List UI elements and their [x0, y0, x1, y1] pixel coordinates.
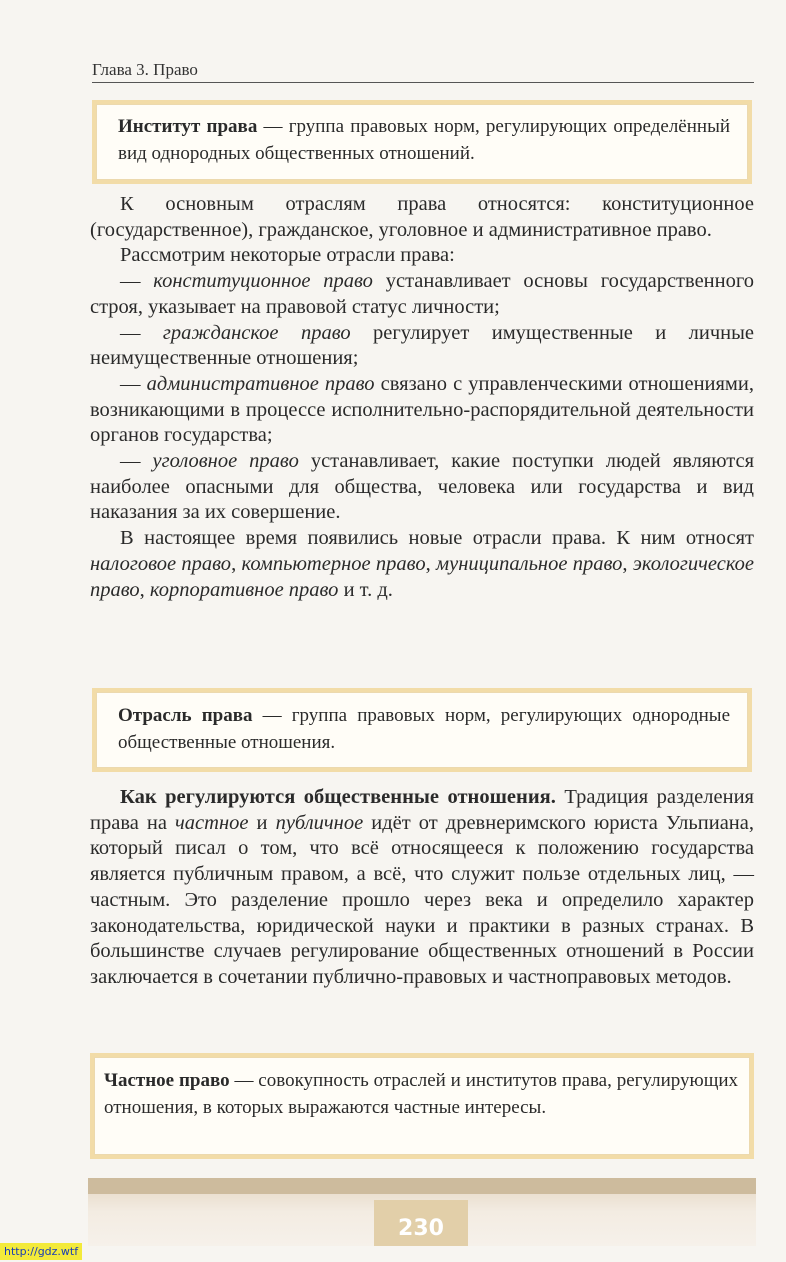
section-heading: Как регулируются общественные отношения.	[120, 786, 556, 808]
paragraph-regulation: Как регулируются общественные отношения. Традиция разделения права на частное и публичное идёт от древнеримского юриста Ульпиана, который писал о том, что всё относящееся к положению государства является публичным правом, а всё, что служит пользе отдельных лиц, — частным. Это разделение прошло через века и определило характер законодательства, юридической науки и практики в разных странах. В большинстве случаев регулирование общественных отношений в России заключается в сочетании публично-правовых и частноправовых методов.	[90, 786, 754, 988]
definition-box-branch	[92, 688, 752, 772]
definition-box-private-law	[90, 1053, 754, 1159]
chapter-title: Глава 3. Право	[92, 60, 198, 79]
definition-text: Институт права — группа правовых норм, регулирующих определённый вид однородных общественных отношений.	[118, 116, 731, 164]
paragraph-consider: Рассмотрим некоторые отрасли права:	[120, 244, 455, 267]
definition-term: Частное право	[104, 1070, 230, 1091]
definition-term: Институт права	[118, 116, 258, 137]
definition-text: Частное право — совокупность отраслей и институтов права, регулирующих отношения, в которых выражаются частные интересы.	[104, 1070, 738, 1118]
regulation-text-block	[90, 785, 754, 991]
page-number: 230	[374, 1200, 468, 1246]
list-item-civil: — гражданское право регулирует имущественные и личные неимущественные отношения;	[90, 321, 754, 370]
footer-stripe	[88, 1178, 756, 1194]
list-item-constitutional: — конституционное право устанавливает основы государственного строя, указывает на правовой статус личности;	[90, 270, 755, 318]
definition-term: Отрасль права	[118, 705, 253, 726]
list-item-criminal: — уголовное право устанавливает, какие поступки людей являются наиболее опасными для общества, человека или государства и вид наказания за их совершение.	[90, 450, 755, 524]
paragraph-branches-intro: К основным отраслям права относятся: конституционное (государственное), гражданское, уголовное и административное право.	[90, 193, 754, 241]
list-item-administrative: — административное право связано с управленческими отношениями, возникающими в процессе исполнительно-распорядительной деятельности органов государства;	[90, 372, 755, 447]
watermark-link[interactable]: http://gdz.wtf	[0, 1243, 82, 1260]
chapter-header	[92, 58, 754, 83]
definition-text: Отрасль права — группа правовых норм, регулирующих однородные общественные отношения.	[118, 705, 731, 753]
paragraph-new-branches: В настоящее время появились новые отрасли права. К ним относят налоговое право, компьютерное право, муниципальное право, экологическое право, корпоративное право и т. д.	[90, 527, 755, 601]
definition-box-institute	[92, 100, 752, 184]
main-text-block	[90, 192, 754, 603]
